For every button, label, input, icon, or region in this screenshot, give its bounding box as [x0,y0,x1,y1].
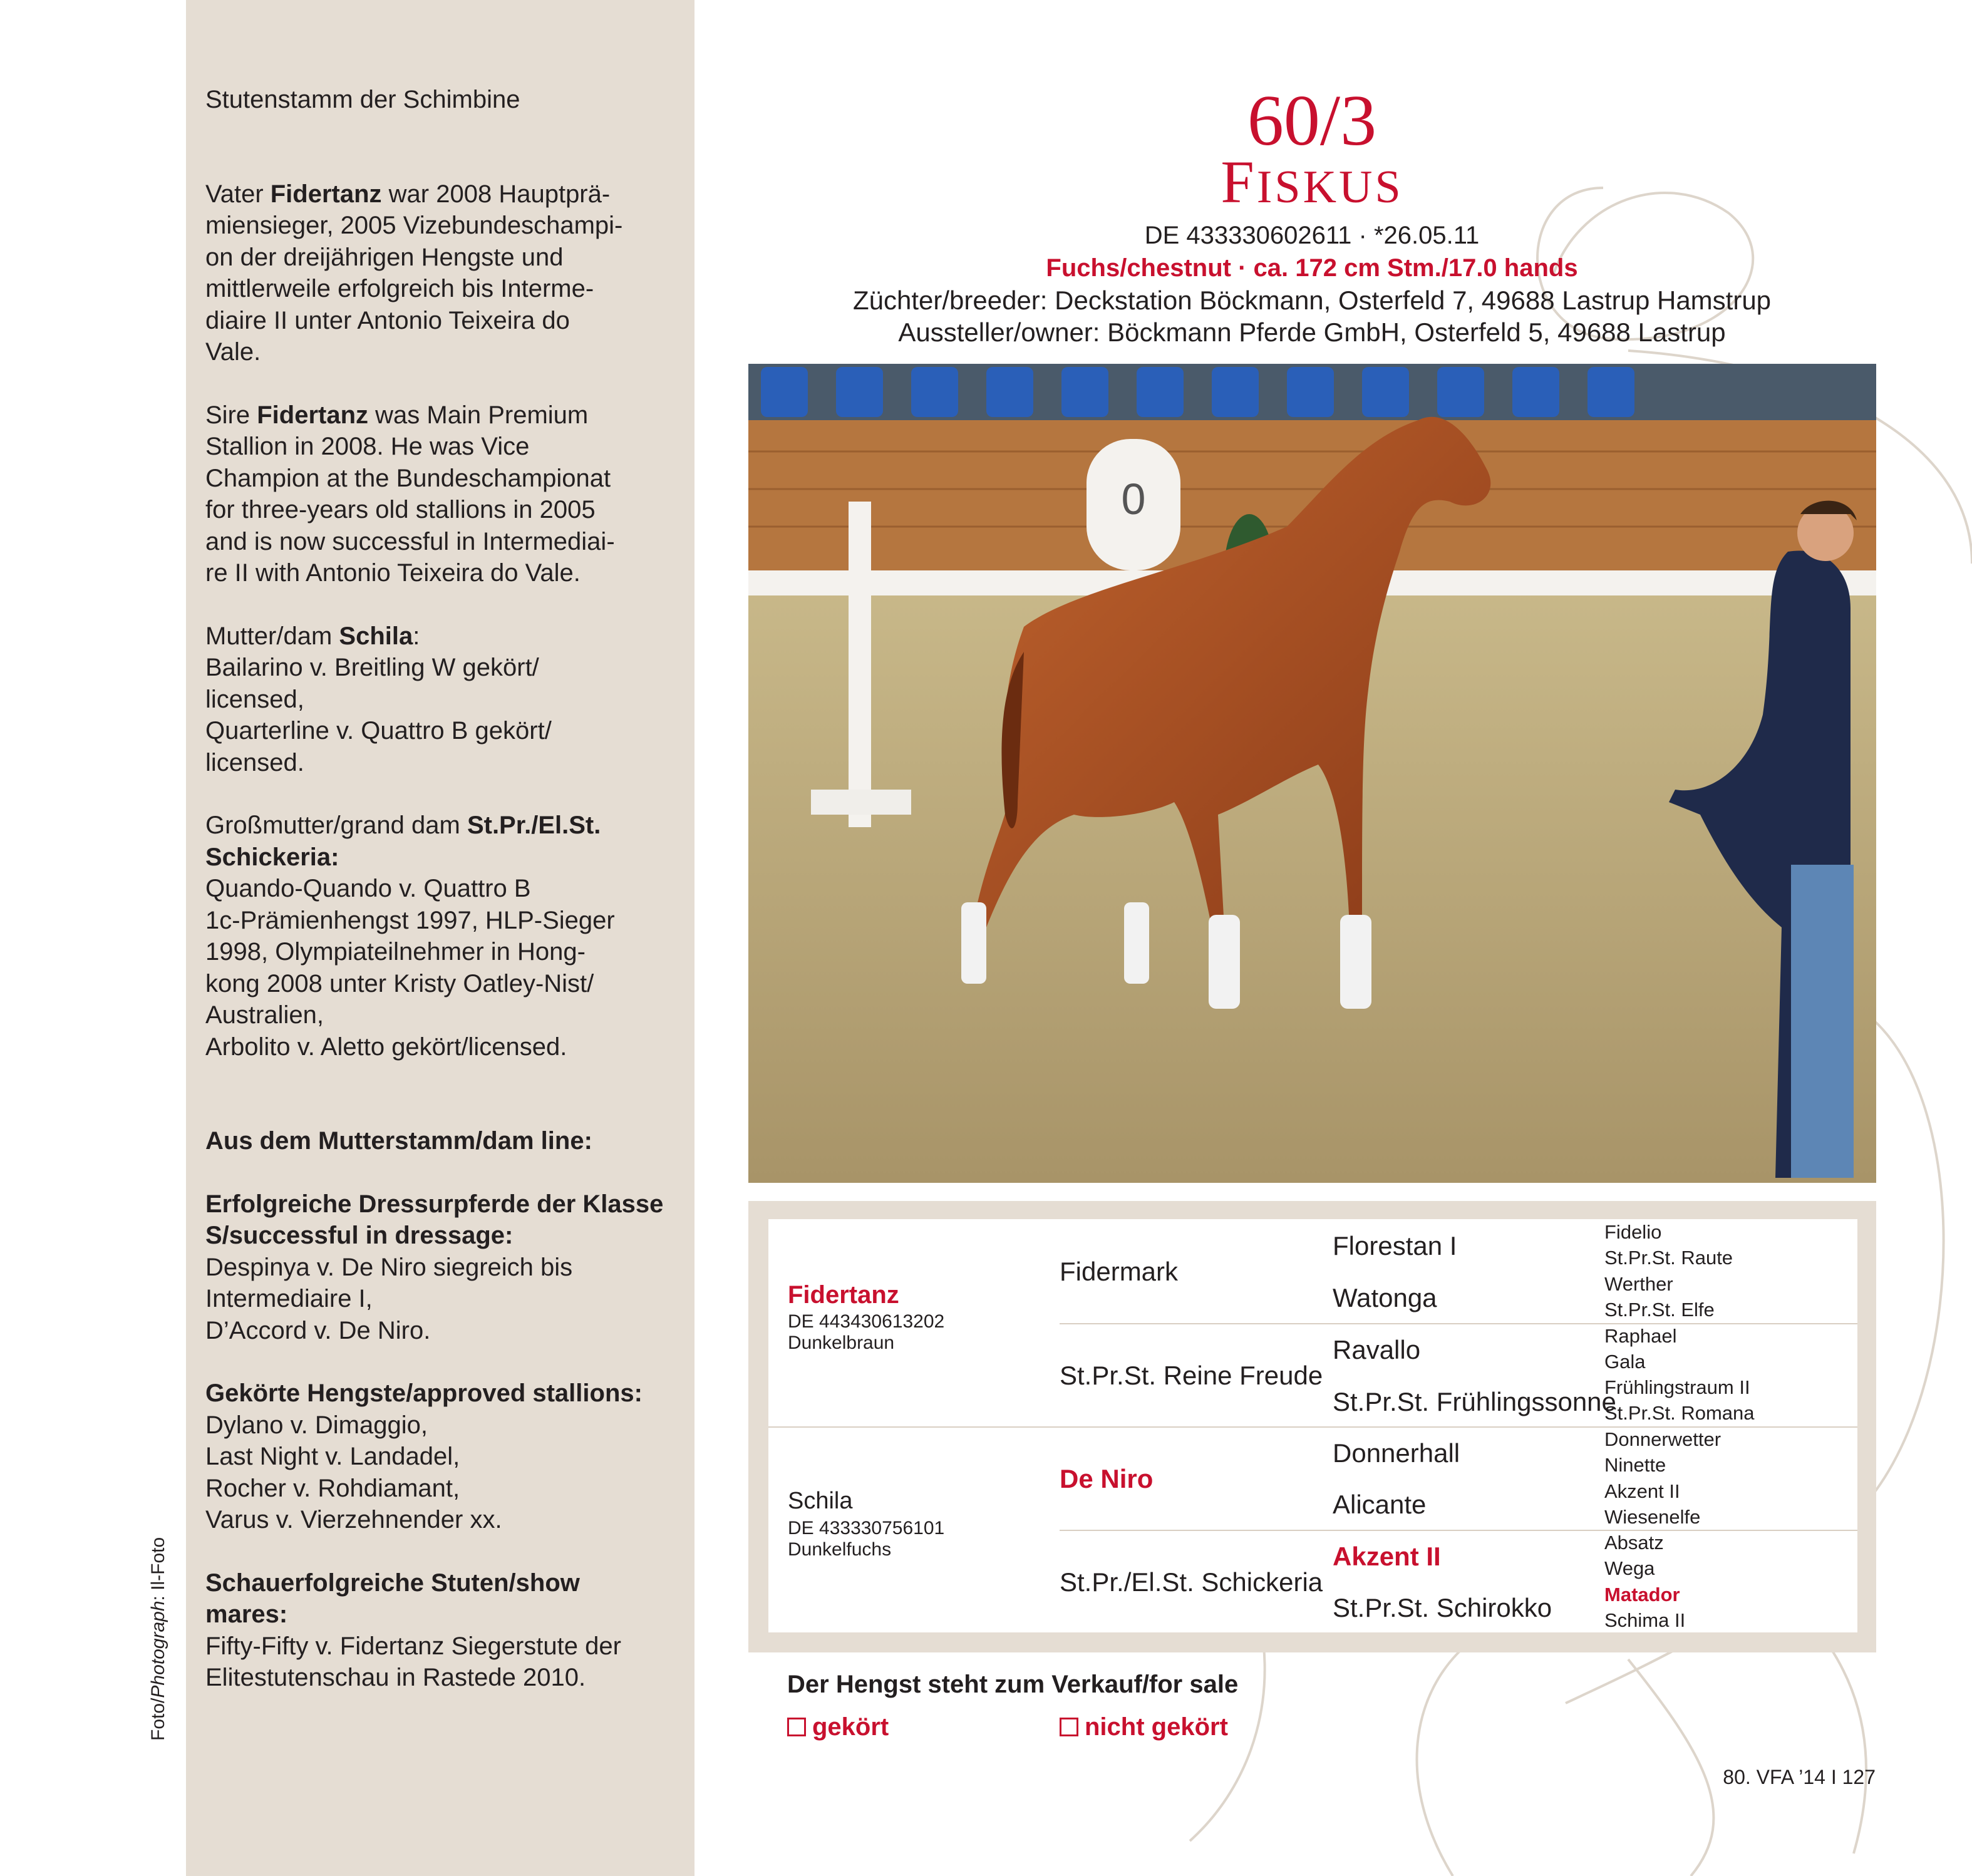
pedigree-divider-lower [1060,1530,1857,1531]
dam-description: Mutter/dam Schila: Bailarino v. Breitling W gekört/ licensed, Quarterline v. Quattro B gekört/ licensed. [205,622,552,776]
lot-number: 60/3 [1247,81,1377,161]
pedigree-sire-name: Fidertanz [788,1281,899,1309]
sale-title: Der Hengst steht zum Verkauf/for sale [787,1671,1239,1698]
pedigree-gen4-1: Fidelio [1604,1221,1662,1243]
sire-description-de: Vater Fidertanz war 2008 Hauptprä- miensieger, 2005 Vizebundeschampi- on der dreijährigen Hengste und mittlerweile erfolgreich bis Interme- diaire II unter Antonio Teixeira do Vale. [205,180,623,366]
pedigree-gen3-2: Watonga [1333,1283,1437,1312]
pedigree-gen4-5: Raphael [1604,1325,1677,1347]
horse-name: FISKUS [1221,148,1403,215]
show-mares-description: Schauerfolgreiche Stuten/show mares: Fifty-Fifty v. Fidertanz Siegerstute der Elitestutenschau in Rastede 2010. [205,1569,621,1691]
option-not-licensed[interactable]: nicht gekört [1060,1713,1228,1741]
photo-credit: Foto/Photograph: Il-Foto [148,1537,168,1741]
owner-line: Aussteller/owner: Böckmann Pferde GmbH, Osterfeld 5, 49688 Lastrup [898,317,1726,347]
pedigree-gen4-12: Wiesenelfe [1604,1506,1701,1528]
registration-id: DE 433330602611 · *26.05.11 [1144,222,1480,249]
pedigree-gen4-15: Matador [1604,1584,1680,1605]
breeder-line: Züchter/breeder: Deckstation Böckmann, Osterfeld 7, 49688 Lastrup Hamstrup [852,286,1772,315]
pedigree-dam-id: DE 433330756101 [788,1518,945,1538]
sidebar-text [205,84,681,1725]
dressage-description: Erfolgreiche Dressurpferde der Klasse S/successful in dressage: Despinya v. De Niro siegreich bis Intermediaire I, D’Accord v. De Niro. [205,1190,664,1344]
pedigree-gen4-9: Donnerwetter [1604,1428,1722,1450]
granddam-description: Großmutter/grand dam St.Pr./El.St. Schickeria: Quando-Quando v. Quattro B 1c-Prämienhengst 1997, HLP-Sieger 1998, Olympiateilnehmer in Hong- kong 2008 unter Kristy Oatley-Nist/ Australien, Arbolito v. Aletto gekört/licensed. [205,812,615,1061]
pedigree-gen4-4: St.Pr.St. Elfe [1604,1299,1715,1321]
pedigree-gen3-3: Ravallo [1333,1335,1421,1364]
pedigree-gen4-6: Gala [1604,1351,1646,1373]
page-footer: 80. VFA ’14 I 127 [1723,1766,1876,1788]
pedigree-gen4-3: Werther [1604,1273,1673,1295]
pedigree-sire-color: Dunkelbraun [788,1332,895,1353]
pedigree-gen3-7: Akzent II [1333,1542,1441,1571]
pedigree-sire-id: DE 443430613202 [788,1311,945,1332]
pedigree-gen2-3: De Niro [1060,1464,1154,1493]
pedigree-gen3-1: Florestan I [1333,1231,1457,1260]
pedigree-divider-main [768,1426,1857,1428]
pedigree-gen3-8: St.Pr.St. Schirokko [1333,1593,1552,1622]
pedigree-gen2-1: Fidermark [1060,1257,1179,1286]
checkbox-icon[interactable] [1060,1718,1078,1736]
sire-description-en: Sire Fidertanz was Main Premium Stallion in 2008. He was Vice Champion at the Bundeschampionat for three-years old stallions in 2005 and is now successful in Intermediai- re II with Antonio Teixeira do Vale. [205,401,615,587]
pedigree-gen4-13: Absatz [1604,1532,1664,1554]
pedigree-gen4-2: St.Pr.St. Raute [1604,1247,1733,1269]
color-height: Fuchs/chestnut · ca. 172 cm Stm./17.0 hands [1046,254,1578,282]
horse-photo [748,364,1876,1183]
pedigree-dam-color: Dunkelfuchs [788,1539,892,1560]
sidebar-heading: Stutenstamm der Schimbine [205,86,520,113]
pedigree-gen3-5: Donnerhall [1333,1438,1460,1468]
pedigree-gen4-14: Wega [1604,1557,1655,1579]
pedigree-gen2-2: St.Pr.St. Reine Freude [1060,1361,1323,1390]
pedigree-divider-upper [1060,1323,1857,1324]
pedigree-gen4-10: Ninette [1604,1454,1666,1476]
option-licensed[interactable]: gekört [787,1713,889,1741]
damline-heading: Aus dem Mutterstamm/dam line: [205,1127,592,1155]
pedigree-gen4-8: St.Pr.St. Romana [1604,1402,1755,1424]
pedigree-gen3-4: St.Pr.St. Frühlingssonne [1333,1387,1616,1416]
svg-text:0: 0 [1121,475,1146,523]
pedigree-gen4-11: Akzent II [1604,1480,1680,1502]
pedigree-gen4-16: Schima II [1604,1609,1686,1631]
pedigree-gen4-7: Frühlingstraum II [1604,1376,1750,1398]
approved-stallions-description: Gekörte Hengste/approved stallions: Dylano v. Dimaggio, Last Night v. Landadel, Rocher v. Rohdiamant, Varus v. Vierzehnender xx. [205,1379,643,1533]
pedigree-gen3-6: Alicante [1333,1490,1427,1519]
pedigree-gen2-4: St.Pr./El.St. Schickeria [1060,1567,1323,1597]
checkbox-icon[interactable] [787,1718,806,1736]
pedigree-dam-name: Schila [788,1488,853,1514]
